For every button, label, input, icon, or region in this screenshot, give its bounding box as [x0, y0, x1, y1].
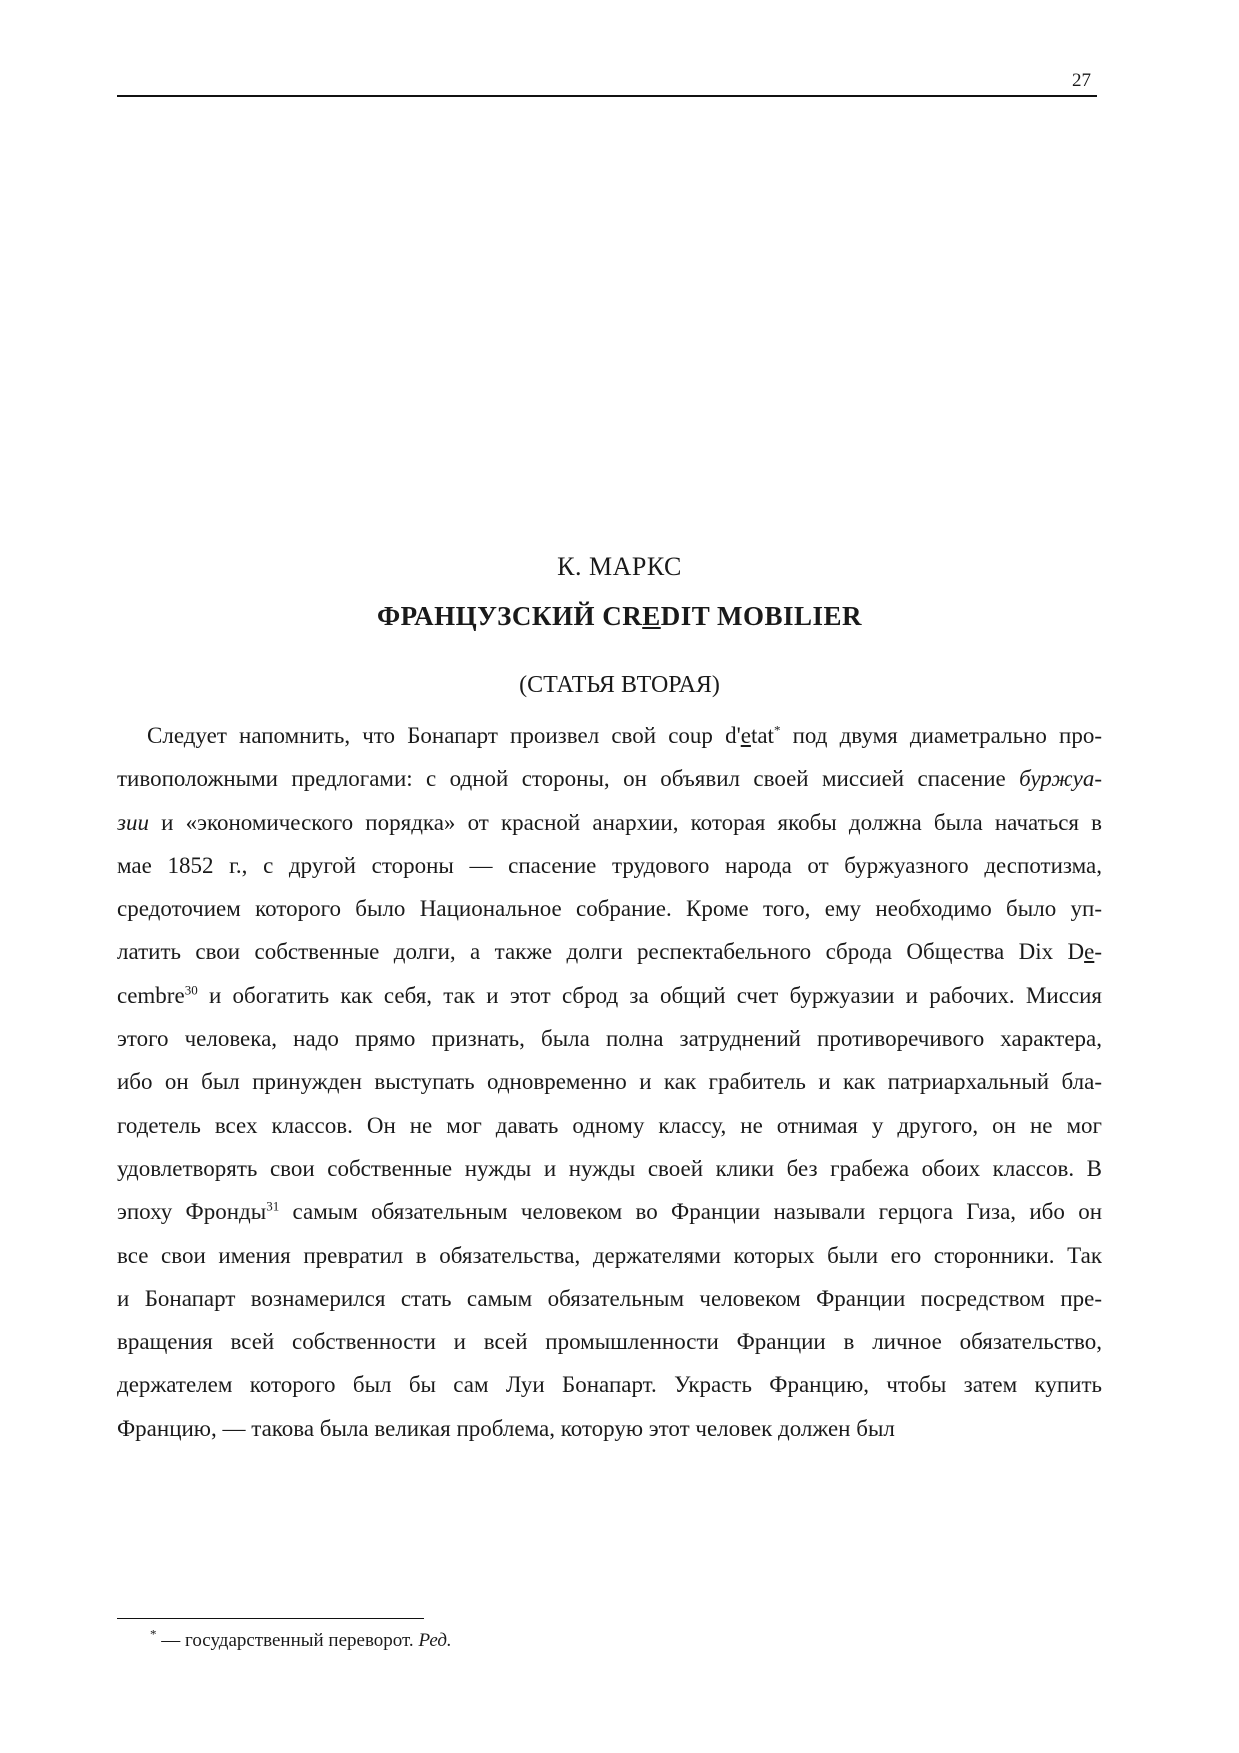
text-line: [117, 714, 1102, 757]
text-span: под двумя диаметрально про-: [780, 723, 1102, 748]
text-line: все свои имения превратил в обязательства, держателями которых были его сторонники. Так: [117, 1242, 1102, 1268]
text-line: [117, 1190, 1102, 1233]
italic-text: зии: [117, 809, 149, 835]
title-part: ФРАНЦУЗСКИЙ CR: [376, 601, 643, 631]
accent-letter: e: [1084, 939, 1095, 965]
title-part: DIT MOBILIER: [660, 601, 863, 631]
text-span: тивоположными предлогами: с одной стороны, он объявил своей миссией спасение: [117, 766, 1020, 792]
article-subtitle: (СТАТЬЯ ВТОРАЯ): [519, 672, 720, 698]
italic-text: буржуа-: [1019, 766, 1102, 792]
text-line: этого человека, надо прямо признать, была полна затруднений противоречивого характера,: [117, 1026, 1102, 1052]
footnote-rule: [117, 1618, 424, 1619]
text-line: вращения всей собственности и всей промышленности Франции в личное обязательство,: [117, 1329, 1102, 1355]
footnote-editor-note: Ред.: [418, 1630, 452, 1651]
title-accent-letter: E: [642, 601, 661, 631]
text-span: cembre: [117, 982, 185, 1008]
text-line: удовлетворять свои собственные нужды и нужды своей клики без грабежа обоих классов. В: [117, 1155, 1102, 1181]
text-span: -: [1094, 939, 1102, 965]
text-line: средоточием которого было Национальное собрание. Кроме того, ему необходимо было уп-: [117, 896, 1102, 922]
text-line: [117, 801, 1102, 844]
text-line: мае 1852 г., с другой стороны — спасение трудового народа от буржуазного деспотизма,: [117, 852, 1102, 878]
text-line: [117, 757, 1102, 800]
body-text: [117, 714, 1102, 1450]
text-span: tat: [750, 723, 774, 748]
endnote-marker: 30: [184, 982, 198, 998]
endnote-marker: 31: [266, 1198, 280, 1214]
footnote-text: — государственный переворот.: [156, 1630, 419, 1651]
text-span: Следует напомнить, что Бонапарт произвел свой coup d': [147, 723, 741, 748]
text-span: самым обязательным человеком во Франции называли герцога Гиза, ибо он: [279, 1199, 1102, 1225]
footnote: [150, 1626, 452, 1652]
article-title: [0, 601, 1239, 632]
text-line: [117, 974, 1102, 1017]
accent-letter: e: [740, 723, 751, 748]
text-span: и «экономического порядка» от красной анархии, которая якобы должна была начаться в: [148, 809, 1102, 835]
header-rule: [117, 95, 1097, 97]
text-line: годетель всех классов. Он не мог давать одному классу, не отнимая у другого, он не мог: [117, 1112, 1102, 1138]
text-line: и Бонапарт вознамерился стать самым обязательным человеком Франции посредством пре-: [117, 1285, 1102, 1311]
footnote-mark: *: [150, 1626, 157, 1642]
footnote-marker: *: [773, 722, 781, 738]
text-line: Францию, — такова была великая проблема, которую этот человек должен был: [117, 1415, 895, 1441]
page-number: 27: [1072, 70, 1091, 91]
text-span: латить свои собственные долги, а также долги респектабельного сброда Общества Dix D: [117, 939, 1085, 965]
author-name: К. МАРКС: [557, 552, 682, 581]
text-line: [117, 930, 1102, 973]
text-line: ибо он был принужден выступать одновременно и как грабитель и как патриархальный бла-: [117, 1069, 1102, 1095]
text-line: держателем которого был бы сам Луи Бонапарт. Украсть Францию, чтобы затем купить: [117, 1372, 1102, 1398]
text-span: и обогатить как себя, так и этот сброд за общий счет буржуазии и рабочих. Миссия: [197, 982, 1102, 1008]
text-span: эпоху Фронды: [117, 1199, 267, 1225]
